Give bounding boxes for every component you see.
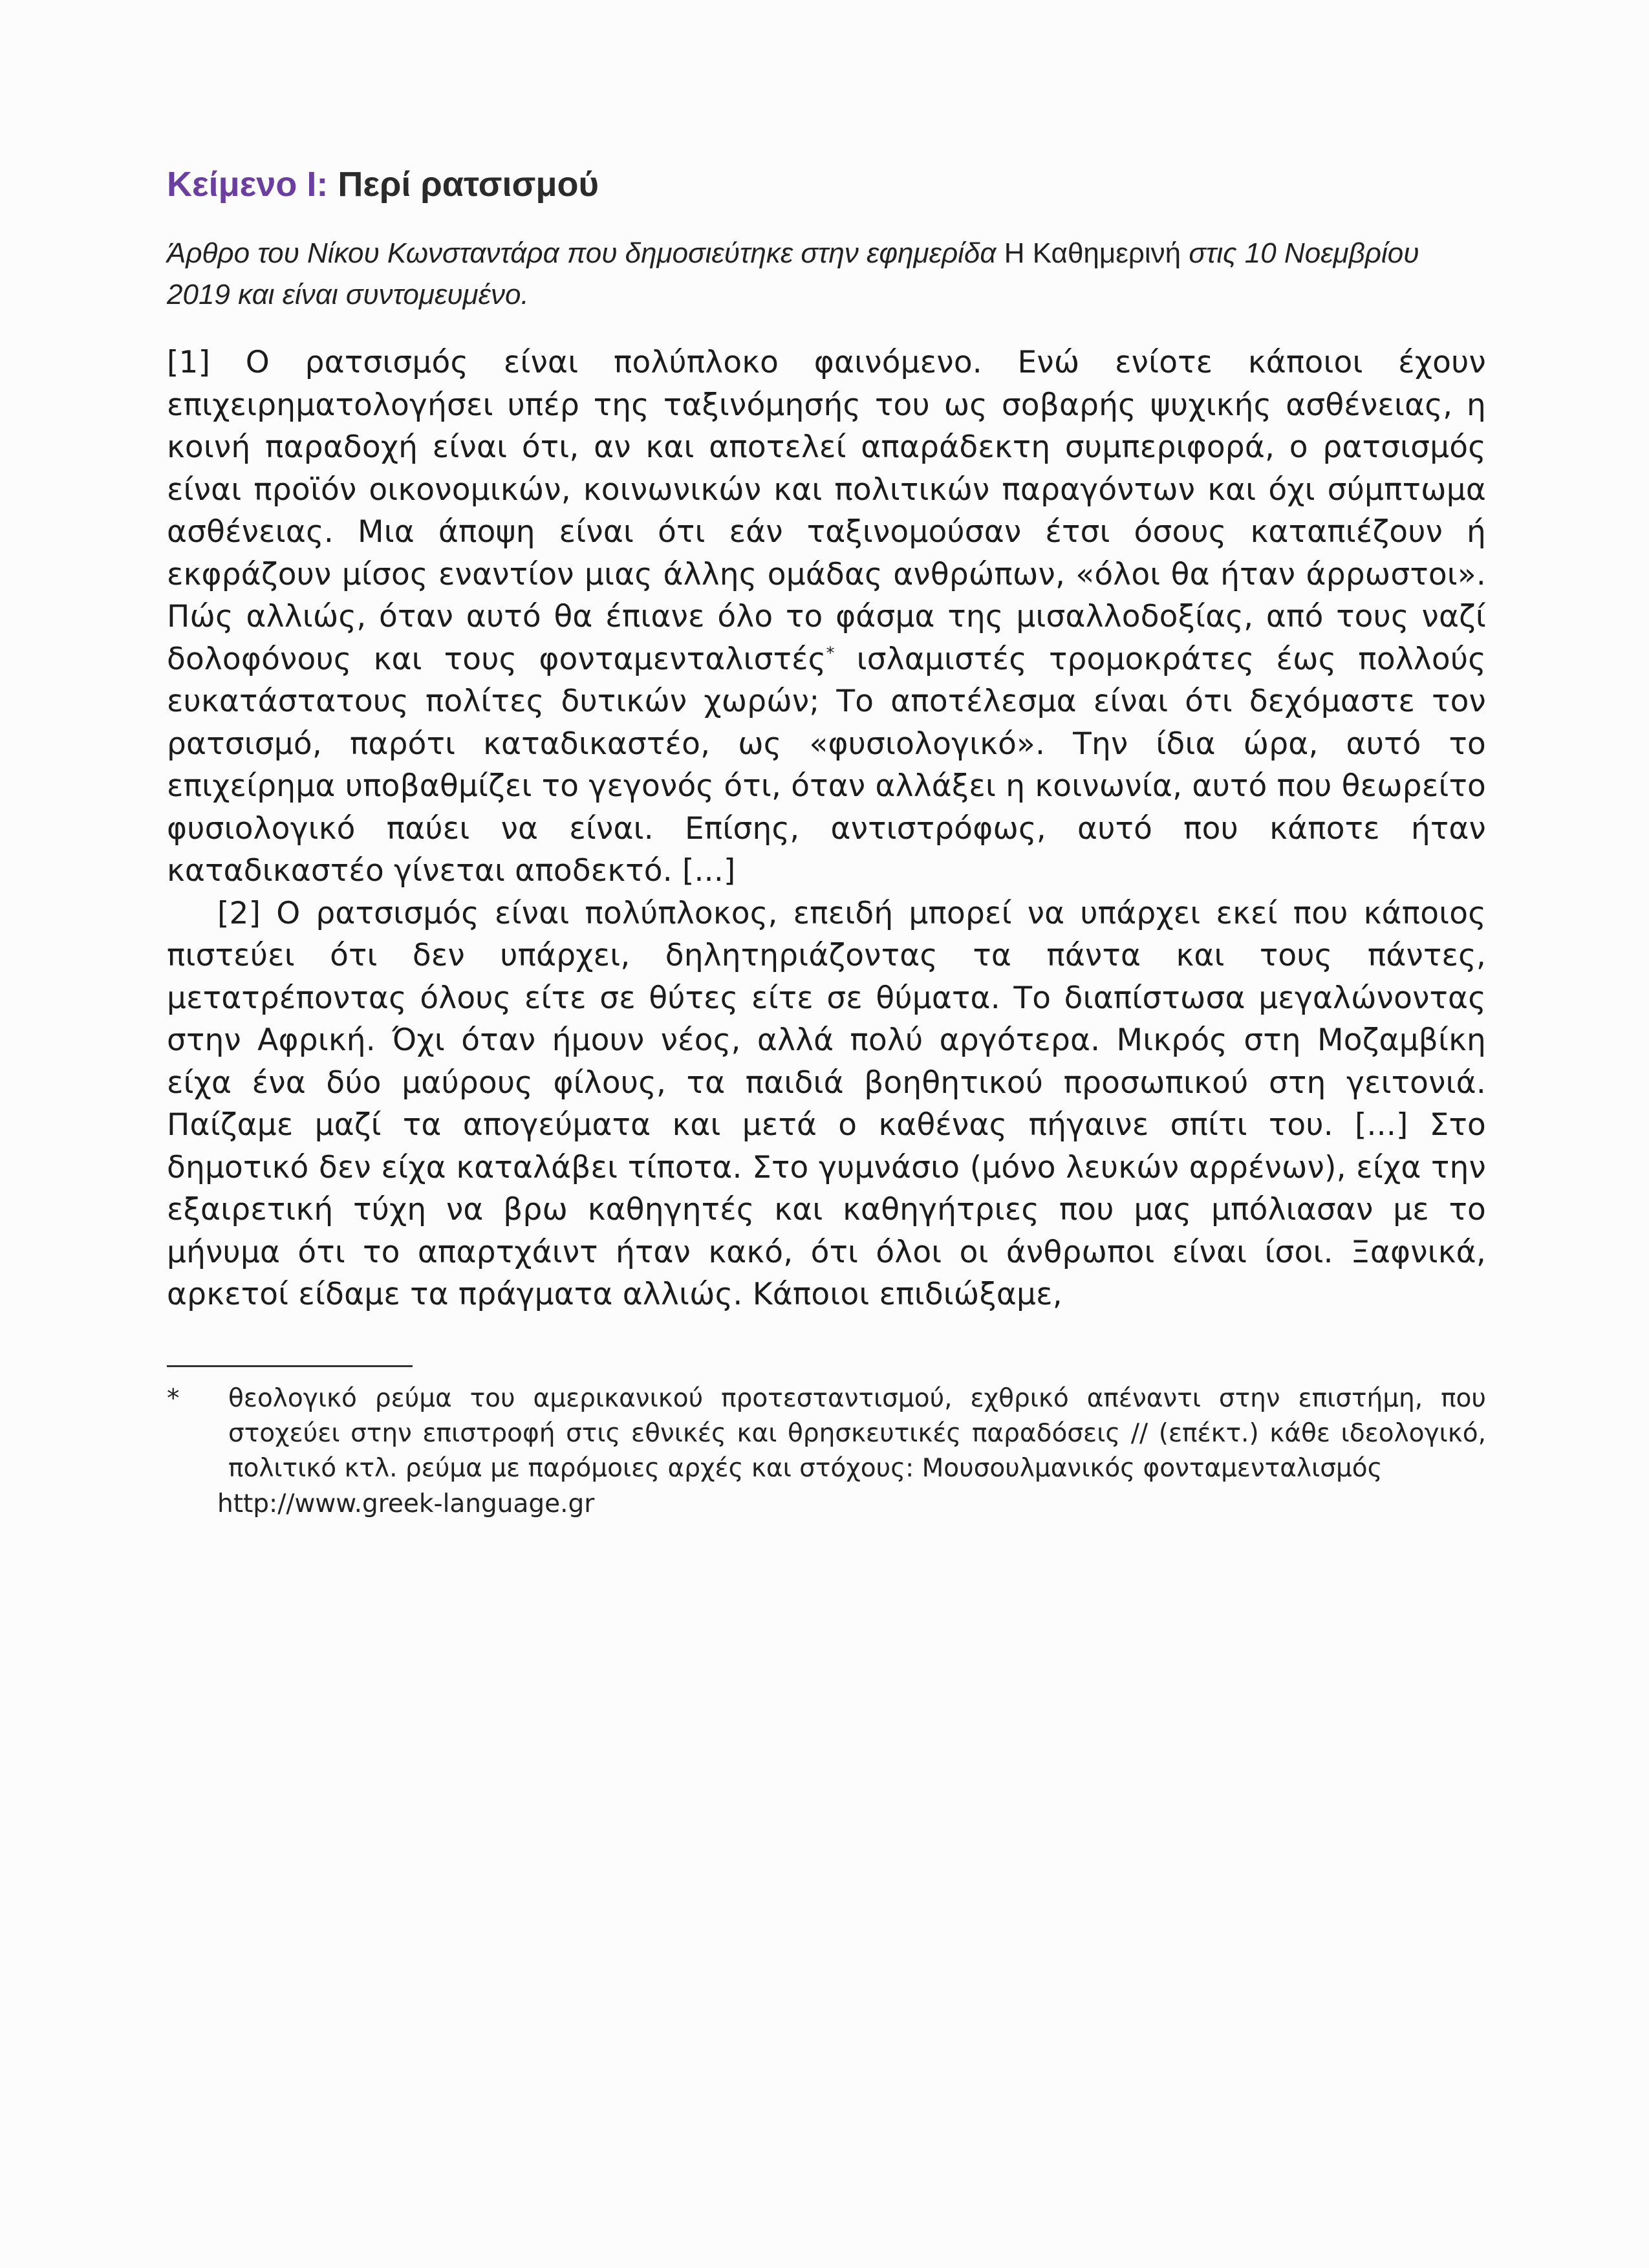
paragraph-1-text-a: [1] Ο ρατσισμός είναι πολύπλοκο φαινόμενο. Ενώ ενίοτε κάποιοι έχουν επιχειρηματολογήσει υπέρ της ταξινόμησής του ως σοβαρής ψυχικής ασθένειας, η κοινή παραδοχή είναι ότι, αν και αποτελεί απαράδεκτη συμπεριφορά, ο ρατσισμός είναι προϊόν οικονομικών, κοινωνικών και πολιτικών παραγόντων και όχι σύμπτωμα ασθένειας. Μια άποψη είναι ότι εάν ταξινομούσαν έτσι όσους καταπιέζουν ή εκφράζουν μίσος εναντίον μιας άλλης ομάδας ανθρώπων, «όλοι θα ήταν άρρωστοι». Πώς αλλιώς, όταν αυτό θα έπιανε όλο το φάσμα της μισαλλοδοξίας, από τους ναζί δολοφόνους και τους φονταμενταλιστές [167,345,1486,677]
paragraph-2-text: [2] Ο ρατσισμός είναι πολύπλοκος, επειδή μπορεί να υπάρχει εκεί που κάποιος πιστεύει ότι δεν υπάρχει, δηλητηριάζοντας τα πάντα και τους πάντες, μετατρέποντας όλους είτε σε θύτες είτε σε θύματα. Το διαπίστωσα μεγαλώνοντας στην Αφρική. Όχι όταν ήμουν νέος, αλλά πολύ αργότερα. Μικρός στη Μοζαμβίκη είχα ένα δύο μαύρους φίλους, τα παιδιά βοηθητικού προσωπικού στη γειτονιά. Παίζαμε μαζί τα απογεύματα και μετά ο καθένας πήγαινε σπίτι του. [...] Στο δημοτικό δεν είχα καταλάβει τίποτα. Στο γυμνάσιο (μόνο λευκών αρρένων), είχα την εξαιρετική τύχη να βρω καθηγητές και καθηγήτριες που μας μπόλιασαν με το μήνυμα ότι το απαρτχάιντ ήταν κακό, ότι όλοι οι άνθρωποι είναι ίσοι. Ξαφνικά, αρκετοί είδαμε τα πράγματα αλλιώς. Κάποιοι επιδιώξαμε, [167,895,1486,1312]
footnote [167,1381,1486,1486]
intro-part2: στις 10 Νοεμβρίου 2019 και είναι συντομευμένο. [167,237,1419,310]
document-page [167,162,1486,1522]
footnote-mark: * [167,1383,180,1413]
footnote-text: θεολογικό ρεύμα του αμερικανικού προτεσταντισμού, εχθρικό απέναντι στην επιστήμη, που στοχεύει στην επιστροφή στις εθνικές και θρησκευτικές παραδόσεις // (επέκτ.) κάθε ιδεολογικό, πολιτικό κτλ. ρεύμα με παρόμοιες αρχές και στόχους: Μουσουλμανικός φονταμενταλισμός [228,1383,1486,1483]
intro-part1: Άρθρο του Νίκου Κωνσταντάρα που δημοσιεύτηκε στην εφημερίδα [167,237,997,269]
text-heading [167,162,1486,207]
paragraph-2 [167,892,1486,1316]
intro-newspaper: Η Καθημερινή [1004,237,1181,269]
heading-title: Περί ρατσισμού [338,165,599,204]
paragraph-1 [167,341,1486,892]
paragraph-1-text-b: ισλαμιστές τρομοκράτες έως πολλούς ευκατάστατους πολίτες δυτικών χωρών; Το αποτέλεσμα είναι ότι δεχόμαστε τον ρατσισμό, παρότι καταδικαστέο, ως «φυσιολογικό». Την ίδια ώρα, αυτό το επιχείρημα υποβαθμίζει το γεγονός ότι, όταν αλλάξει η κοινωνία, αυτό που θεωρείτο φυσιολογικό παύει να είναι. Επίσης, αντιστρόφως, αυτό που κάποτε ήταν καταδικαστέο γίνεται αποδεκτό. [...] [167,641,1486,889]
footnote-divider [167,1365,413,1367]
footnote-reference-mark: * [826,643,835,663]
heading-label: Κείμενο Ι: [167,165,329,204]
article-intro [167,233,1486,316]
source-link: http://www.greek-language.gr [217,1489,595,1518]
